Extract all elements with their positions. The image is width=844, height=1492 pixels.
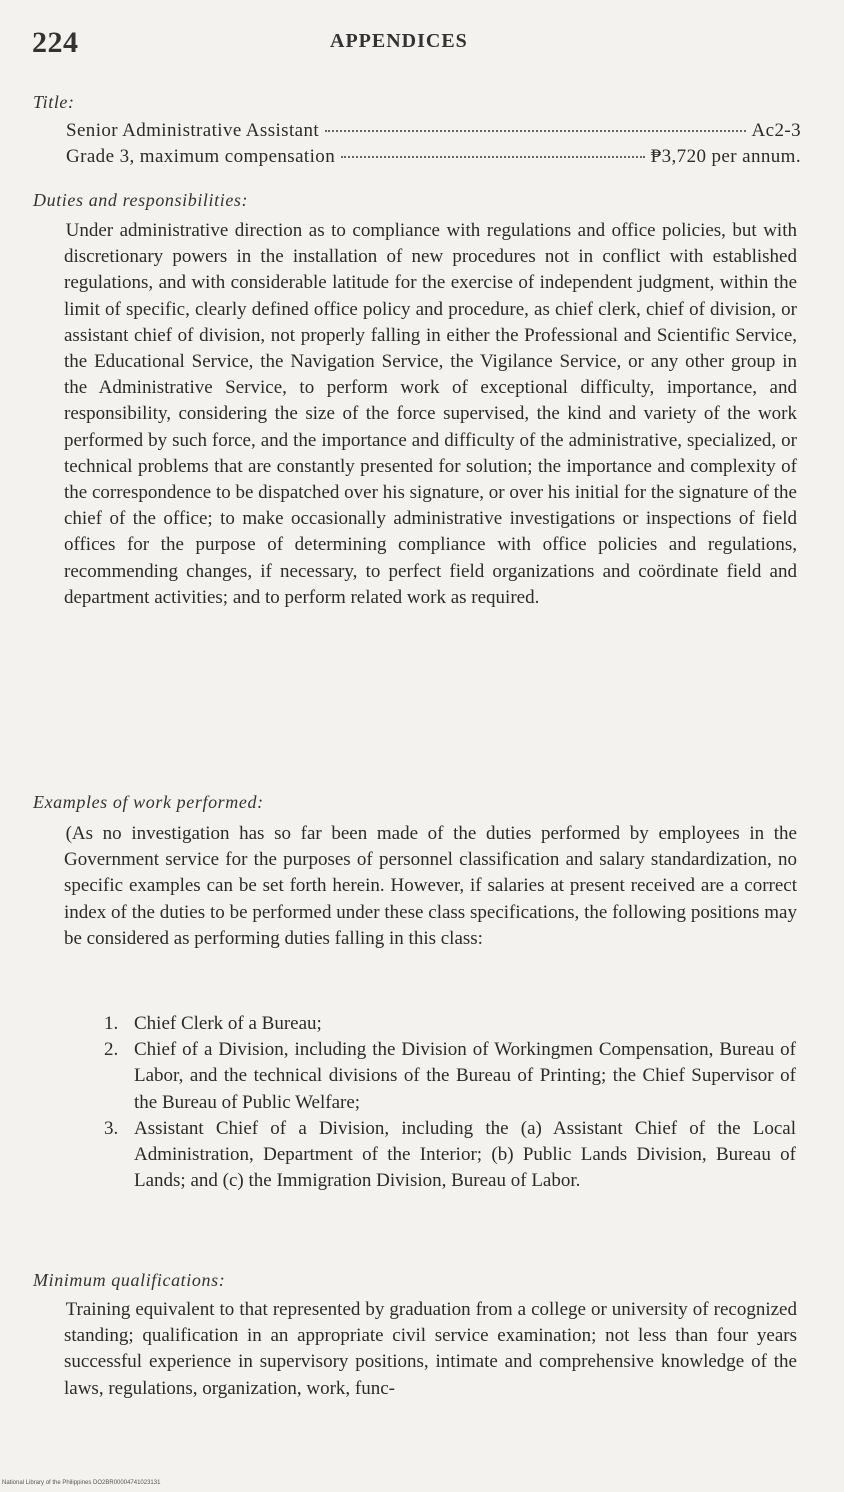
list-item-text: Chief Clerk of a Bureau; (134, 1013, 322, 1034)
title-line-class (66, 120, 801, 142)
footer-note: National Library of the Philippines DO2BR00004741023131 (2, 1480, 161, 1486)
running-head: APPENDICES (330, 30, 468, 52)
compensation-value: ₱3,720 per annum. (650, 146, 801, 167)
list-item-number: 3. (104, 1117, 119, 1139)
grade-text: Grade 3, maximum compensation (66, 146, 336, 167)
list-item (104, 1037, 796, 1116)
list-item-text: Chief of a Division, including the Division of Workingmen Compensation, Bureau of Labor, and the technical divisions of the Bureau of Printing; the Chief Supervisor of the Bureau of Public Welfare; (134, 1039, 796, 1113)
title-label: Title: (33, 92, 75, 112)
list-item-number: 2. (104, 1039, 119, 1061)
examples-paragraph: (As no investigation has so far been made of the duties performed by employees in the Government service for the purposes of personnel classification and salary standardization, no specific examples can be set forth herein. However, if salaries at present received are a correct index of the duties to be performed under these class specifications, the following positions may be considered as performing duties falling in this class: (64, 823, 797, 949)
dot-leader (341, 156, 645, 158)
examples-list (104, 1011, 796, 1194)
qualifications-paragraph: Training equivalent to that represented by graduation from a college or university of recognized standing; qualification in an appropriate civil service examination; not less than four years successful experience in supervisory positions, intimate and comprehensive knowledge of the laws, regulations, organization, work, func- (64, 1299, 797, 1399)
duties-label: Duties and responsibilities: (33, 190, 249, 210)
examples-label: Examples of work performed: (33, 792, 264, 812)
page-number: 224 (32, 26, 79, 59)
list-item-number: 1. (104, 1013, 119, 1034)
title-line-grade (66, 146, 801, 168)
class-code: Ac2-3 (751, 120, 801, 141)
list-item-text: Assistant Chief of a Division, including the (a) Assistant Chief of the Local Administration, Department of the Interior; (b) Public Lands Division, Bureau of Lands; and (c) the Immigration Division, Bureau of Labor. (134, 1117, 796, 1192)
dot-leader (325, 130, 745, 132)
duties-paragraph: Under administrative direction as to compliance with regulations and office policies, but with discretionary powers in the installation of new procedures not in conflict with established regulations, and with considerable latitude for the exercise of independent judgment, within the limit of specific, clearly defined office policy and procedure, as chief clerk, chief of division, or assistant chief of division, not properly falling in either the Professional and Scientific Service, the Educational Service, the Navigation Service, the Vigilance Service, or any other group in the Administrative Service, to perform work of exceptional difficulty, importance, and responsibility, considering the size of the force supervised, the kind and variety of the work performed by such force, and the importance and difficulty of the administrative, specialized, or technical problems that are constantly presented for solution; the importance and complexity of the correspondence to be dispatched over his signature, or over his initial for the signature of the chief of the office; to make occasionally administrative investigations or inspections of field offices for the purpose of determining compliance with office policies and regulations, recommending changes, if necessary, to perfect field organizations and coördinate field and department activities; and to perform related work as required. (64, 220, 797, 608)
list-item (104, 1116, 796, 1195)
class-title: Senior Administrative Assistant (66, 120, 320, 141)
qualifications-label: Minimum qualifications: (33, 1270, 226, 1290)
list-item (104, 1011, 796, 1037)
